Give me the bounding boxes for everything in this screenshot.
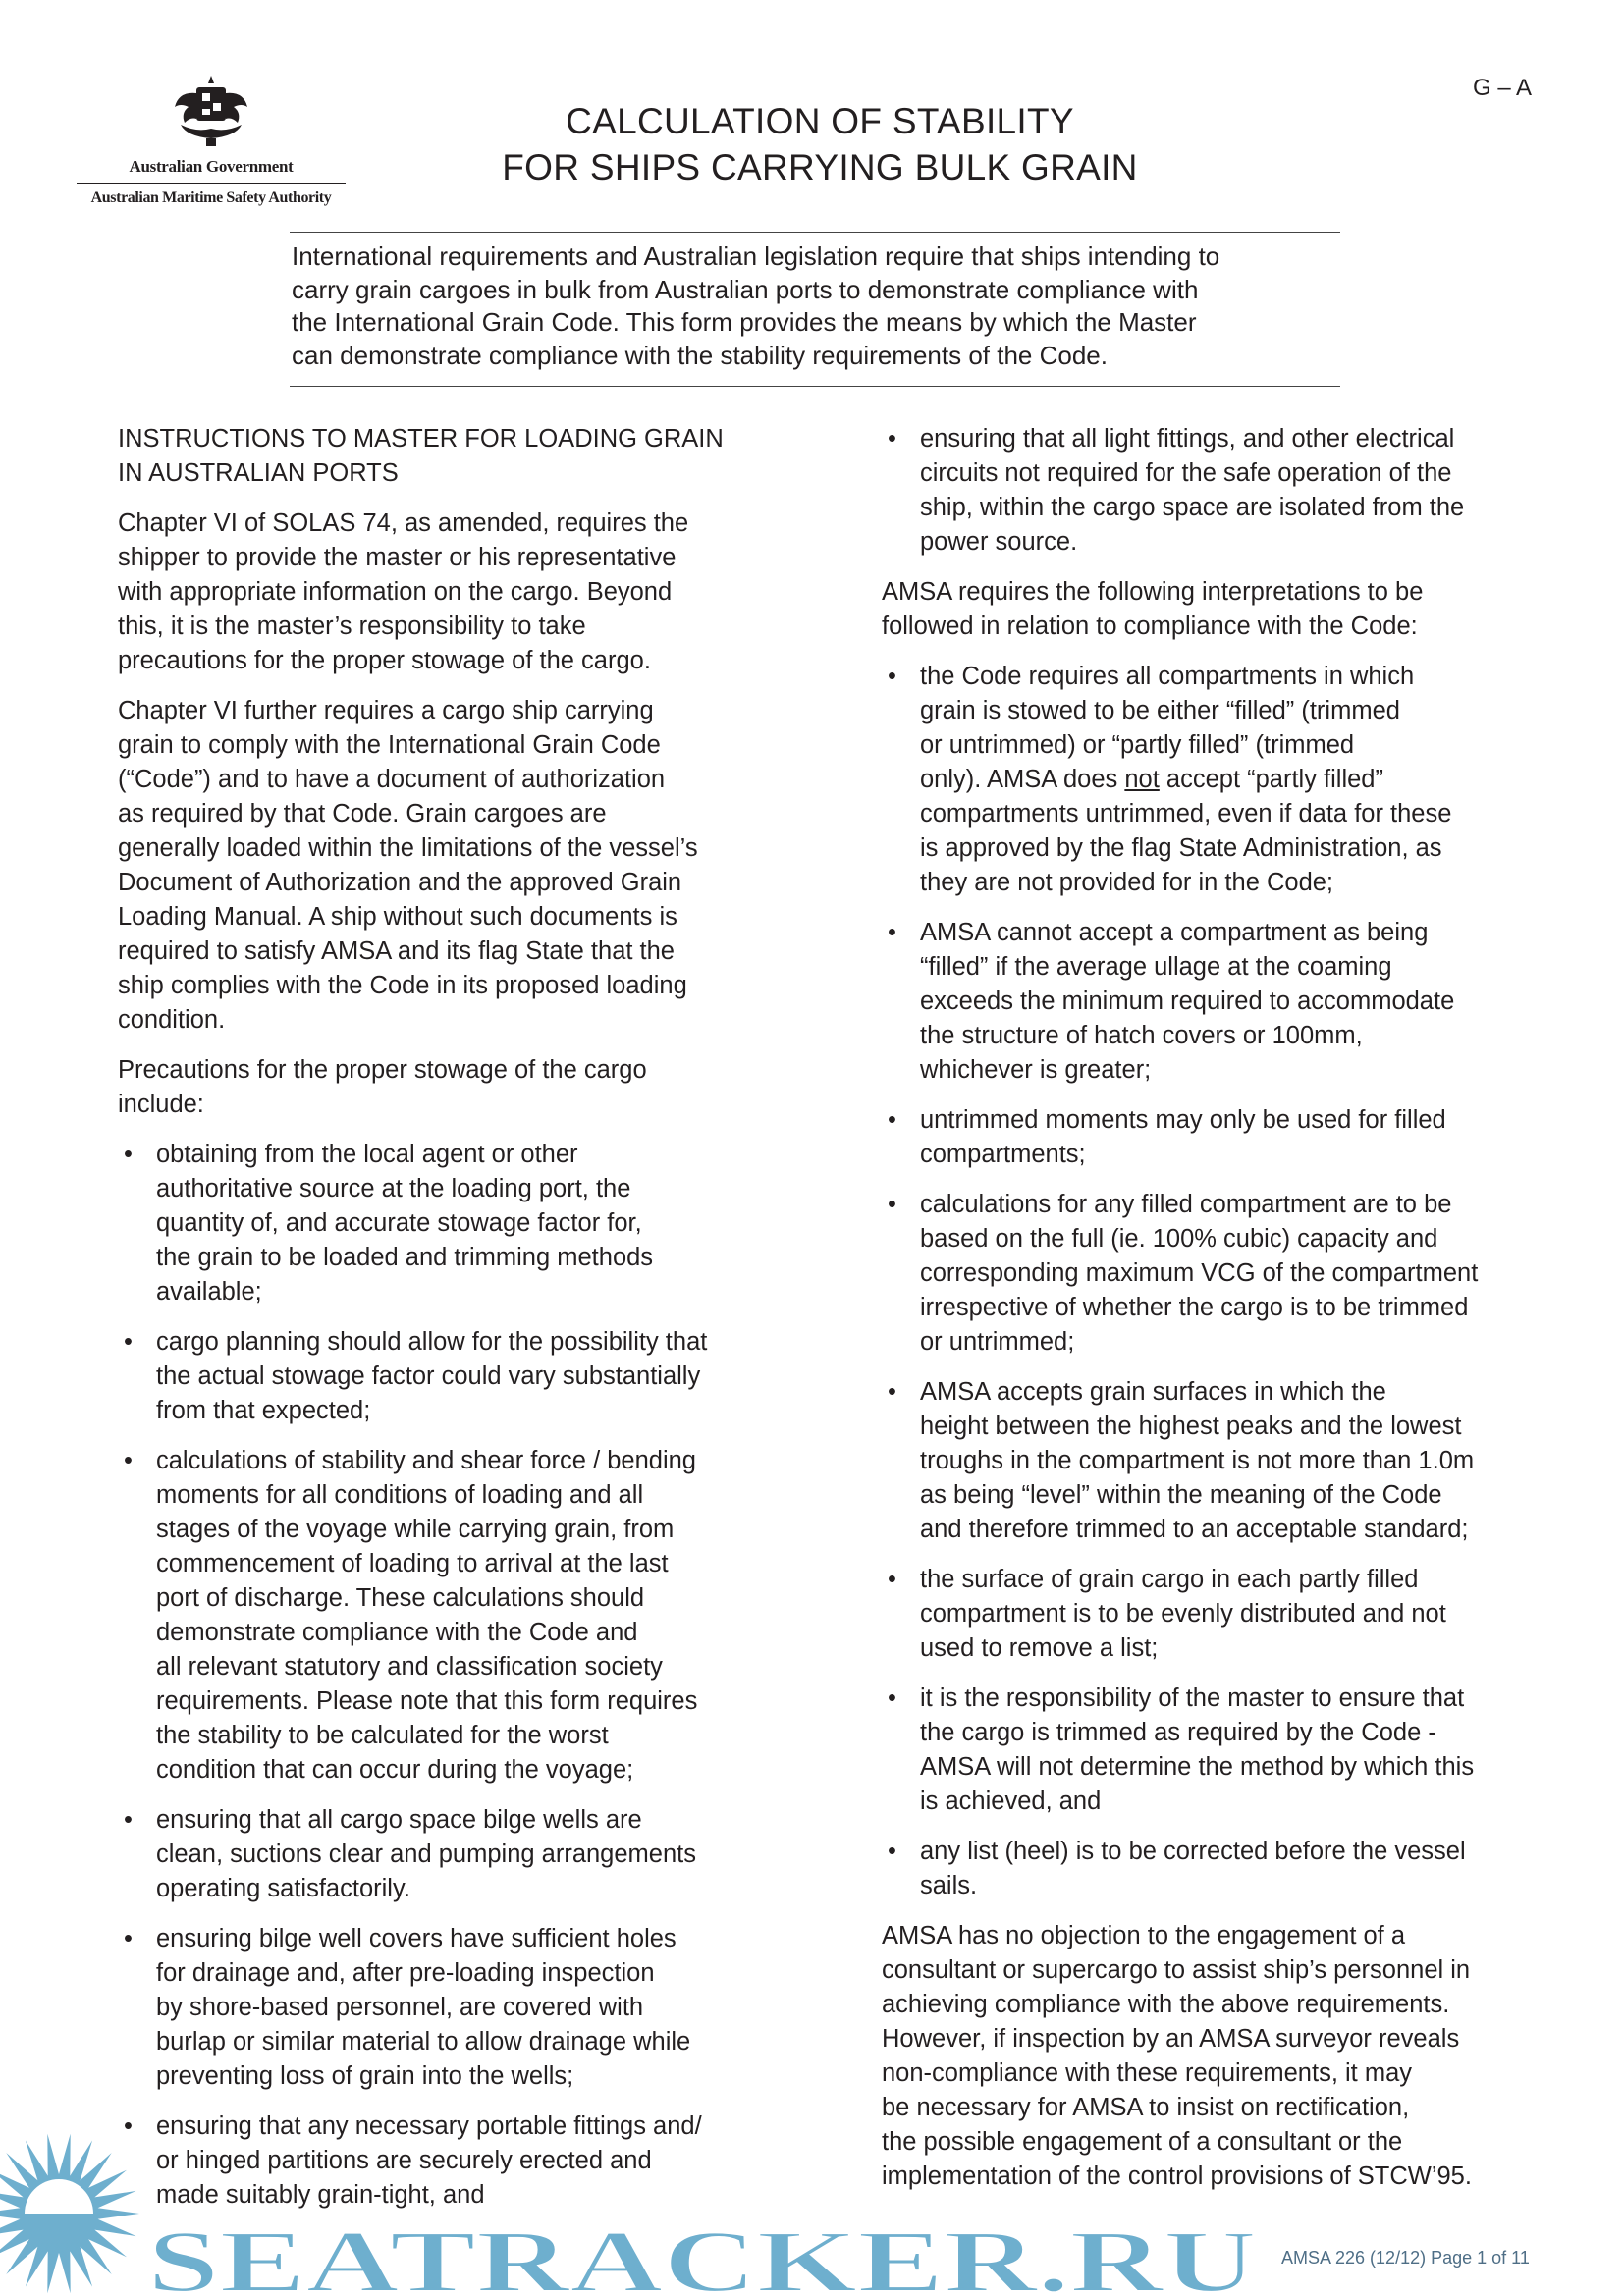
coat-of-arms-icon (167, 74, 255, 150)
page-title: CALCULATION OF STABILITY FOR SHIPS CARRYING BULK GRAIN (502, 101, 1138, 187)
list-item (882, 1835, 1613, 1903)
bullet-icon: • (888, 1838, 896, 1865)
list-item-text: obtaining from the local agent or other authoritative source at the loading port, the quantity of, and accurate stowage factor for, the grain to be loaded and trimming methods available; (156, 1141, 654, 1306)
intro-bottom-rule (290, 386, 1340, 387)
bullet-icon: • (888, 1378, 896, 1406)
bullet-icon: • (888, 919, 896, 946)
list-item (118, 1138, 849, 1309)
agency-logo (69, 74, 353, 207)
list-item (882, 1188, 1613, 1360)
list-item (882, 1103, 1613, 1172)
text-run: accept “partly filled” compartments untrimmed, even if data for these is approved by the flag State Administration, as they are not provided for in the Code; (920, 766, 1452, 896)
logo-divider (77, 183, 346, 184)
list-item-text: ensuring that any necessary portable fittings and/ or hinged partitions are securely erected and made suitably grain-tight, and (156, 2112, 702, 2209)
bullet-icon: • (888, 1566, 896, 1593)
underlined-text: not (1124, 766, 1160, 793)
bullet-icon: • (888, 1684, 896, 1712)
list-item (118, 1444, 849, 1788)
list-item-text: AMSA accepts grain surfaces in which the height between the highest peaks and the lowest troughs in the compartment is not more than 1.0m as being “level” within the meaning of the Code and therefore trimmed to an acceptable standard; (920, 1378, 1475, 1543)
paragraph: AMSA requires the following interpretations to be followed in relation to compliance with the Code: (882, 578, 1424, 640)
page-footer: AMSA 226 (12/12) Page 1 of 11 (1281, 2248, 1530, 2268)
section-heading: INSTRUCTIONS TO MASTER FOR LOADING GRAIN IN AUSTRALIAN PORTS (118, 425, 724, 487)
list-item (882, 916, 1613, 1088)
list-item-text: ensuring that all light fittings, and other electrical circuits not required for the safe operation of the ship, within the cargo space are isolated from the power source. (920, 425, 1465, 556)
bullet-icon: • (124, 1141, 133, 1168)
list-item-text: AMSA cannot accept a compartment as being “filled” if the average ullage at the coaming exceeds the minimum required to accommodate the structure of hatch covers or 100mm, whichever is greater; (920, 919, 1455, 1084)
logo-government-text: Australian Government (129, 157, 294, 176)
paragraph: Precautions for the proper stowage of the cargo include: (118, 1056, 647, 1118)
list-item (882, 1375, 1613, 1547)
right-column (882, 422, 1613, 2210)
bullet-icon: • (888, 1106, 896, 1134)
paragraph: Chapter VI of SOLAS 74, as amended, requires the shipper to provide the master or his representative with appropriate information on the cargo. Beyond this, it is the master’s responsibility to take precautions for the proper stowage of the cargo. (118, 509, 689, 674)
list-item (882, 660, 1613, 900)
list-item (882, 422, 1613, 560)
logo-authority-text: Australian Maritime Safety Authority (90, 189, 332, 206)
list-item (882, 1682, 1613, 1819)
form-code: G – A (1473, 75, 1533, 101)
watermark-text: SEATRACKER.RU (147, 2214, 1257, 2296)
sun-icon (0, 2134, 139, 2293)
list-item-text (920, 663, 1451, 896)
bullet-icon: • (124, 1328, 133, 1356)
bullet-icon: • (888, 425, 896, 453)
bullet-icon: • (124, 1925, 133, 1952)
list-item-text: calculations for any filled compartment are to be based on the full (ie. 100% cubic) capacity and corresponding maximum VCG of the compartment irrespective of whether the cargo is to be trimmed or untrimmed; (920, 1191, 1479, 1356)
intro-top-rule (290, 232, 1340, 233)
list-item (882, 1563, 1613, 1666)
bullet-icon: • (888, 1191, 896, 1218)
left-column (118, 422, 849, 2228)
bullet-icon: • (888, 663, 896, 690)
list-item (118, 1325, 849, 1428)
text-run: the Code requires all compartments in which grain is stowed to be either “filled” (trimmed or untrimmed) or “partly filled” (trimmed only). AMSA does (920, 663, 1415, 793)
bullet-icon: • (124, 2112, 133, 2140)
list-item-text: it is the responsibility of the master to ensure that the cargo is trimmed as required by the Code - AMSA will not determine the method by which this is achieved, and (920, 1684, 1475, 1815)
paragraph: AMSA has no objection to the engagement of a consultant or supercargo to assist ship’s personnel in achieving compliance with the above requirements. However, if inspection by an AMSA surveyor reveals non-compliance with these requirements, it may be necessary for AMSA to insist on rectification, the possible engagement of a consultant or the implementation of the control provisions of STCW’95. (882, 1922, 1472, 2190)
list-item-text: ensuring that all cargo space bilge wells are clean, suctions clear and pumping arrangements operating satisfactorily. (156, 1806, 696, 1902)
bullet-icon: • (124, 1447, 133, 1474)
list-item-text: untrimmed moments may only be used for filled compartments; (920, 1106, 1446, 1168)
list-item-text: ensuring bilge well covers have sufficient holes for drainage and, after pre-loading inspection by shore-based personnel, are covered with burlap or similar material to allow drainage while preventing loss of grain into the wells; (156, 1925, 691, 2090)
paragraph: Chapter VI further requires a cargo ship carrying grain to comply with the International Grain Code (“Code”) and to have a document of authorization as required by that Code. Grain cargoes are generally loaded within the limitations of the vessel’s Document of Authorization and the approved Grain Loading Manual. A ship without such documents is required to satisfy AMSA and its flag State that the ship complies with the Code in its proposed loading condition. (118, 697, 698, 1034)
list-item-text: the surface of grain cargo in each partly filled compartment is to be evenly distributed and not used to remove a list; (920, 1566, 1446, 1662)
list-item (118, 1803, 849, 1906)
list-item-text: any list (heel) is to be corrected before the vessel sails. (920, 1838, 1466, 1899)
list-item-text: calculations of stability and shear force / bending moments for all conditions of loading and all stages of the voyage while carrying grain, from commencement of loading to arrival at the last port of discharge. These calculations should demonstrate compliance with the Code and all relevant statutory and classification society requirements. Please note that this form requires the stability to be calculated for the worst condition that can occur during the voyage; (156, 1447, 698, 1784)
list-item-text: cargo planning should allow for the possibility that the actual stowage factor could vary substantially from that expected; (156, 1328, 708, 1424)
bullet-icon: • (124, 1806, 133, 1834)
intro-paragraph: International requirements and Australian legislation require that ships intending to carry grain cargoes in bulk from Australian ports to demonstrate compliance with the International Grain Code. This form provides the means by which the Master can demonstrate compliance with the stability requirements of the Code. (292, 241, 1220, 370)
